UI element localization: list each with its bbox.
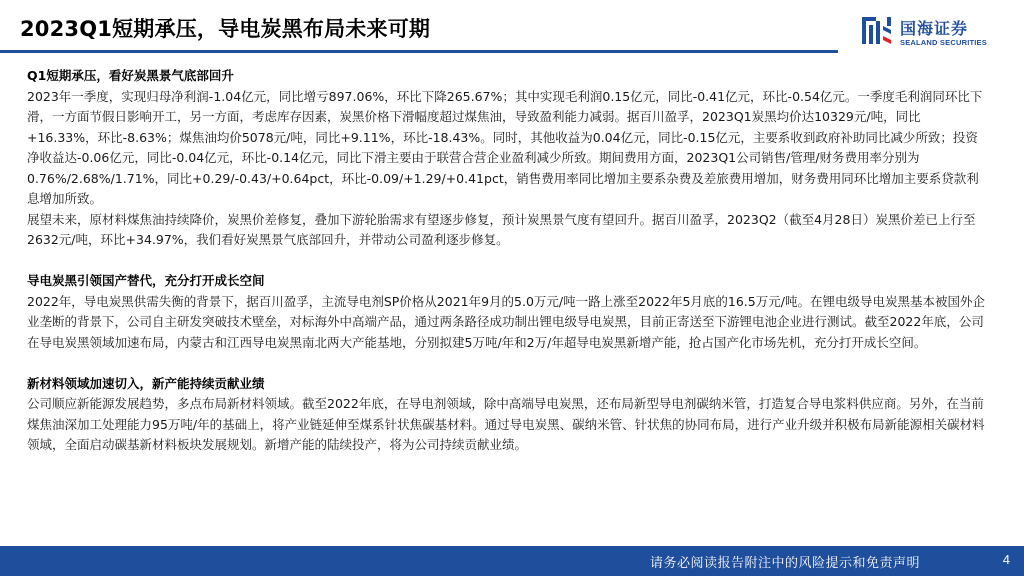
section-q1-performance <box>27 66 987 251</box>
section-paragraph: 2023年一季度，实现归母净利润-1.04亿元，同比增亏897.06%，环比下降265.67%；其中实现毛利润0.15亿元，同比-0.41亿元，环比-0.54亿元。一季度毛利润同环比下滑，一方面节假日影响开工，另一方面，考虑库存因素，炭黑价格下滑幅度超过煤焦油，导致盈利能力减弱。据百川盈孚，2023Q1炭黑均价达10329元/吨，同比+16.33%，环比-8.63%；煤焦油均价5078元/吨，同比+9.11%，环比-18.43%。同时，其他收益为0.04亿元，同比-0.15亿元，主要系收到政府补助同比减少所致；投资净收益达-0.06亿元，同比-0.04亿元，环比-0.14亿元，同比下滑主要由于联营合营企业盈利减少所致。期间费用方面，2023Q1公司销售/管理/财务费用率分别为0.76%/2.68%/1.71%，同比+0.29/-0.43/+0.64pct，环比-0.09/+1.29/+0.41pct，销售费用率同比增加主要系杂费及差旅费用增加，财务费用同环比增加主要系贷款利息增加所致。 <box>27 88 983 206</box>
logo-chinese-name: 国海证券 <box>900 19 969 38</box>
title-divider <box>0 50 838 53</box>
section-new-materials <box>27 374 987 456</box>
section-paragraph: 展望未来，原材料煤焦油持续降价，炭黑价差修复，叠加下游轮胎需求有望逐步修复，预计炭黑景气度有望回升。据百川盈孚，2023Q2（截至4月28日）炭黑价差已上行至2632元/吨，环比+34.97%，我们看好炭黑景气底部回升，并带动公司盈利逐步修复。 <box>27 211 976 247</box>
page-number: 4 <box>1002 552 1010 567</box>
section-paragraph: 2022年，导电炭黑供需失衡的背景下，据百川盈孚，主流导电剂SP价格从2021年9月的5.0万元/吨一路上涨至2022年5月底的16.5万元/吨。在锂电级导电炭黑基本被国外企业垄断的背景下，公司自主研发突破技术壁垒，对标海外中高端产品，通过两条路径成功制出锂电级导电炭黑，目前正寄送至下游锂电池企业进行测试。截至2022年底，公司在导电炭黑领域加速布局，内蒙古和江西导电炭黑南北两大产能基地，分别拟建5万吨/年和2万/年超导电炭黑新增产能，抢占国产化市场先机，充分打开成长空间。 <box>27 293 985 350</box>
section-heading: 新材料领域加速切入，新产能持续贡献业绩 <box>27 375 265 391</box>
footer-bar <box>0 546 1024 576</box>
section-heading: 导电炭黑引领国产替代，充分打开成长空间 <box>27 273 265 288</box>
logo-english-name: SEALAND SECURITIES <box>900 38 987 47</box>
section-paragraph: 公司顺应新能源发展趋势，多点布局新材料领域。截至2022年底，在导电剂领域，除中高端导电炭黑，还布局新型导电剂碳纳米管，打造复合导电浆料供应商。另外，在当前煤焦油深加工处理能力95万吨/年的基础上，将产业链延伸至煤系针状焦碳基材料。通过导电炭黑、碳纳米管、针状焦的协同布局，进行产业升级并积极布局新能源相关碳材料领域，全面启动碳基新材料板块发展规划。新增产能的陆续投产，将为公司持续贡献业绩。 <box>27 396 985 452</box>
report-body <box>27 66 987 456</box>
page-title: 2023Q1短期承压，导电炭黑布局未来可期 <box>20 17 431 41</box>
section-heading: Q1短期承压，看好炭黑景气底部回升 <box>27 68 234 83</box>
section-conductive-carbon-black <box>27 271 987 353</box>
sealand-logo-icon <box>860 14 894 48</box>
company-logo <box>860 14 1010 54</box>
disclaimer-text: 请务必阅读报告附注中的风险提示和免责声明 <box>650 556 921 571</box>
